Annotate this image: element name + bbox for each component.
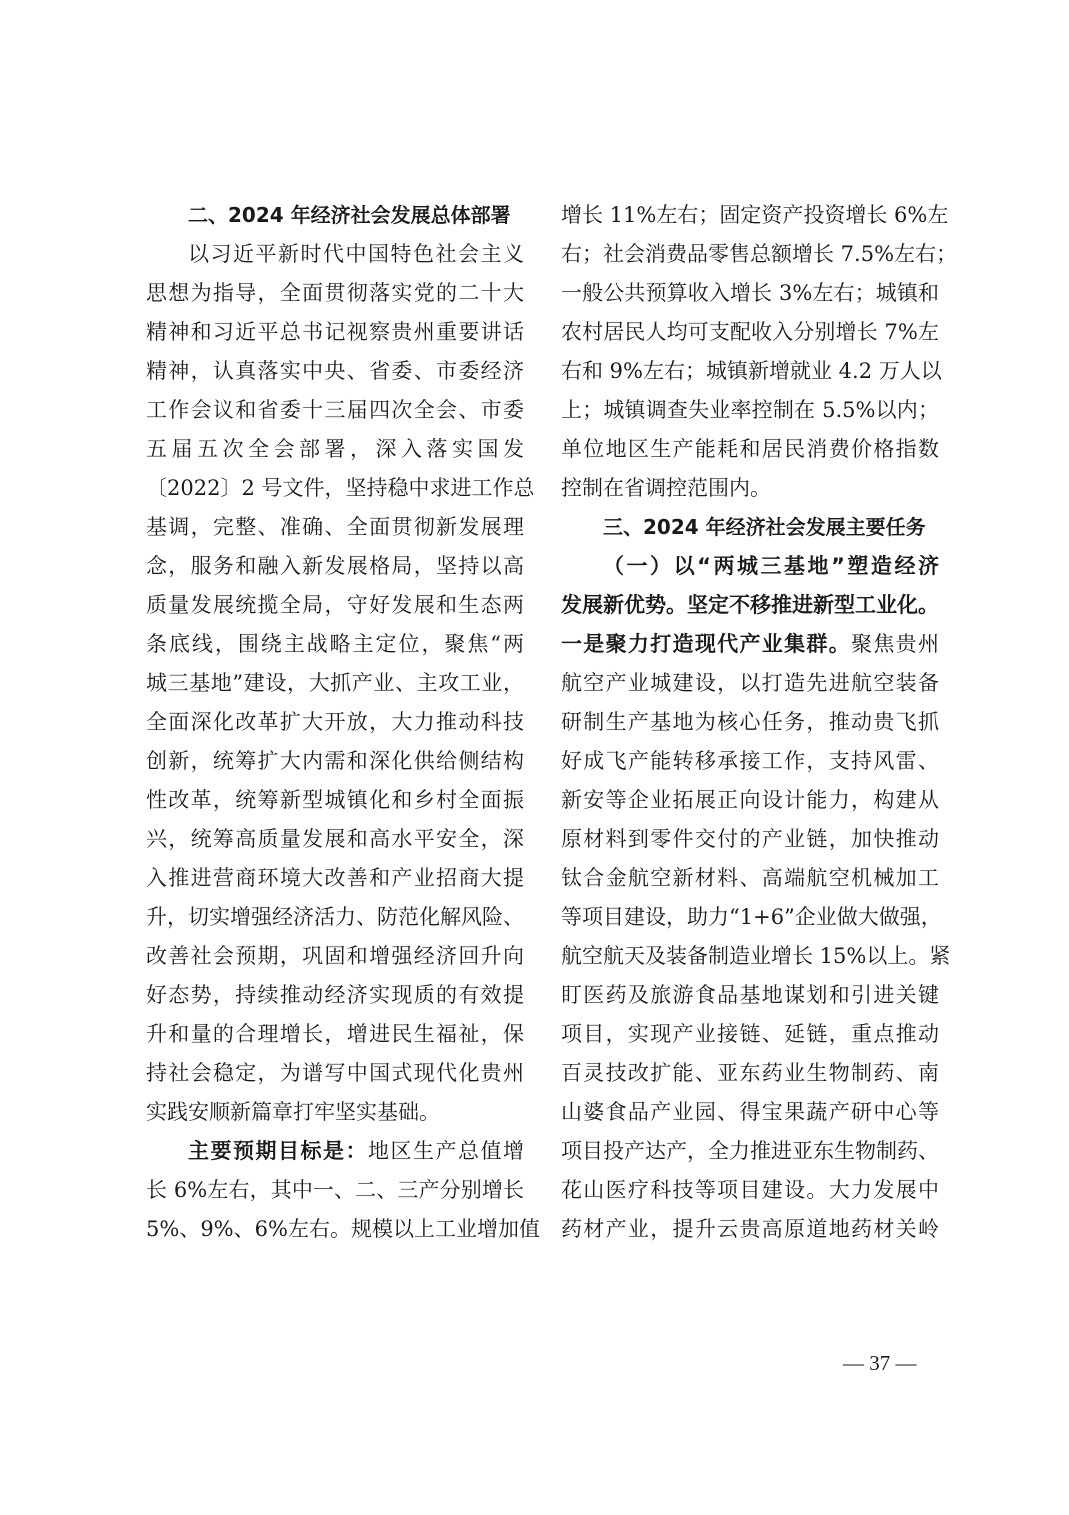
right-column bbox=[561, 196, 958, 1249]
subsection-heading: 发展新优势。坚定不移推进新型工业化。 bbox=[561, 593, 939, 617]
body-line: 性改革，统筹新型城镇化和乡村全面振 bbox=[146, 788, 524, 812]
body-line: 持社会稳定，为谱写中国式现代化贵州 bbox=[146, 1061, 524, 1085]
body-line: 原材料到零件交付的产业链，加快推动 bbox=[561, 827, 939, 851]
subsection-heading: （一）以“两城三基地”塑造经济 bbox=[603, 554, 939, 578]
body-line: 以习近平新时代中国特色社会主义 bbox=[188, 242, 524, 266]
targets-lead-label: 主要预期目标是： bbox=[188, 1139, 368, 1163]
body-line: 五届五次全会部署，深入落实国发 bbox=[146, 437, 524, 461]
body-line: 好成飞产能转移承接工作，支持风雷、 bbox=[561, 749, 939, 773]
body-line: 项目，实现产业接链、延链，重点推动 bbox=[561, 1022, 939, 1046]
body-line: 增长 11%左右；固定资产投资增长 6%左 bbox=[561, 203, 949, 227]
body-line: 5%、9%、6%左右。规模以上工业增加值 bbox=[146, 1217, 540, 1241]
body-line: 升，切实增强经济活力、防范化解风险、 bbox=[146, 905, 524, 929]
cluster-text: 聚焦贵州 bbox=[851, 632, 939, 656]
body-line: 航空产业城建设，以打造先进航空装备 bbox=[561, 671, 939, 695]
body-line: 百灵技改扩能、亚东药业生物制药、南 bbox=[561, 1061, 939, 1085]
body-line: 单位地区生产能耗和居民消费价格指数 bbox=[561, 437, 939, 461]
section-heading-overall-deployment: 二、2024 年经济社会发展总体部署 bbox=[188, 203, 511, 227]
body-line: 质量发展统揽全局，守好发展和生态两 bbox=[146, 593, 524, 617]
cluster-paragraph-line bbox=[561, 625, 939, 664]
body-line: 盯医药及旅游食品基地谋划和引进关键 bbox=[561, 983, 939, 1007]
body-line: 药材产业，提升云贵高原道地药材关岭 bbox=[561, 1217, 939, 1241]
targets-paragraph-line bbox=[146, 1132, 524, 1171]
body-line: 〔2022〕2 号文件，坚持稳中求进工作总 bbox=[146, 476, 535, 500]
body-line: 右；社会消费品零售总额增长 7.5%左右； bbox=[561, 242, 958, 266]
body-line: 全面深化改革扩大开放，大力推动科技 bbox=[146, 710, 524, 734]
body-line: 航空航天及装备制造业增长 15%以上。紧 bbox=[561, 944, 951, 968]
body-line: 山婆食品产业园、得宝果蔬产研中心等 bbox=[561, 1100, 939, 1124]
cluster-lead-label: 一是聚力打造现代产业集群。 bbox=[561, 632, 852, 656]
body-line: 控制在省调控范围内。 bbox=[561, 476, 771, 500]
section-heading-main-tasks: 三、2024 年经济社会发展主要任务 bbox=[603, 515, 926, 539]
body-line: 工作会议和省委十三届四次全会、市委 bbox=[146, 398, 524, 422]
body-line: 钛合金航空新材料、高端航空机械加工 bbox=[561, 866, 939, 890]
body-line: 创新，统筹扩大内需和深化供给侧结构 bbox=[146, 749, 524, 773]
body-line: 条底线，围绕主战略主定位，聚焦“两 bbox=[146, 632, 524, 656]
body-line: 右和 9%左右；城镇新增就业 4.2 万人以 bbox=[561, 359, 942, 383]
page-number: — 37 — bbox=[843, 1351, 917, 1375]
body-line: 精神和习近平总书记视察贵州重要讲话 bbox=[146, 320, 524, 344]
body-line: 升和量的合理增长，增进民生福祉，保 bbox=[146, 1022, 524, 1046]
body-line: 长 6%左右，其中一、二、三产分别增长 bbox=[146, 1178, 524, 1202]
body-line: 等项目建设，助力“1+6”企业做大做强， bbox=[561, 905, 942, 929]
body-line: 思想为指导，全面贯彻落实党的二十大 bbox=[146, 281, 524, 305]
body-line: 一般公共预算收入增长 3%左右；城镇和 bbox=[561, 281, 939, 305]
body-line: 精神，认真落实中央、省委、市委经济 bbox=[146, 359, 524, 383]
body-line: 基调，完整、准确、全面贯彻新发展理 bbox=[146, 515, 524, 539]
body-line: 好态势，持续推动经济实现质的有效提 bbox=[146, 983, 524, 1007]
body-line: 研制生产基地为核心任务，推动贵飞抓 bbox=[561, 710, 939, 734]
body-line: 新安等企业拓展正向设计能力，构建从 bbox=[561, 788, 939, 812]
left-column bbox=[146, 196, 540, 1249]
body-line: 项目投产达产，全力推进亚东生物制药、 bbox=[561, 1139, 939, 1163]
body-line: 花山医疗科技等项目建设。大力发展中 bbox=[561, 1178, 939, 1202]
body-line: 实践安顺新篇章打牢坚实基础。 bbox=[146, 1100, 440, 1124]
body-line: 兴，统筹高质量发展和高水平安全，深 bbox=[146, 827, 524, 851]
body-line: 城三基地”建设，大抓产业、主攻工业， bbox=[146, 671, 524, 695]
targets-text: 地区生产总值增 bbox=[368, 1139, 524, 1163]
body-line: 农村居民人均可支配收入分别增长 7%左 bbox=[561, 320, 939, 344]
body-line: 入推进营商环境大改善和产业招商大提 bbox=[146, 866, 524, 890]
body-line: 改善社会预期，巩固和增强经济回升向 bbox=[146, 944, 524, 968]
body-line: 念，服务和融入新发展格局，坚持以高 bbox=[146, 554, 524, 578]
body-line: 上；城镇调查失业率控制在 5.5%以内； bbox=[561, 398, 939, 422]
